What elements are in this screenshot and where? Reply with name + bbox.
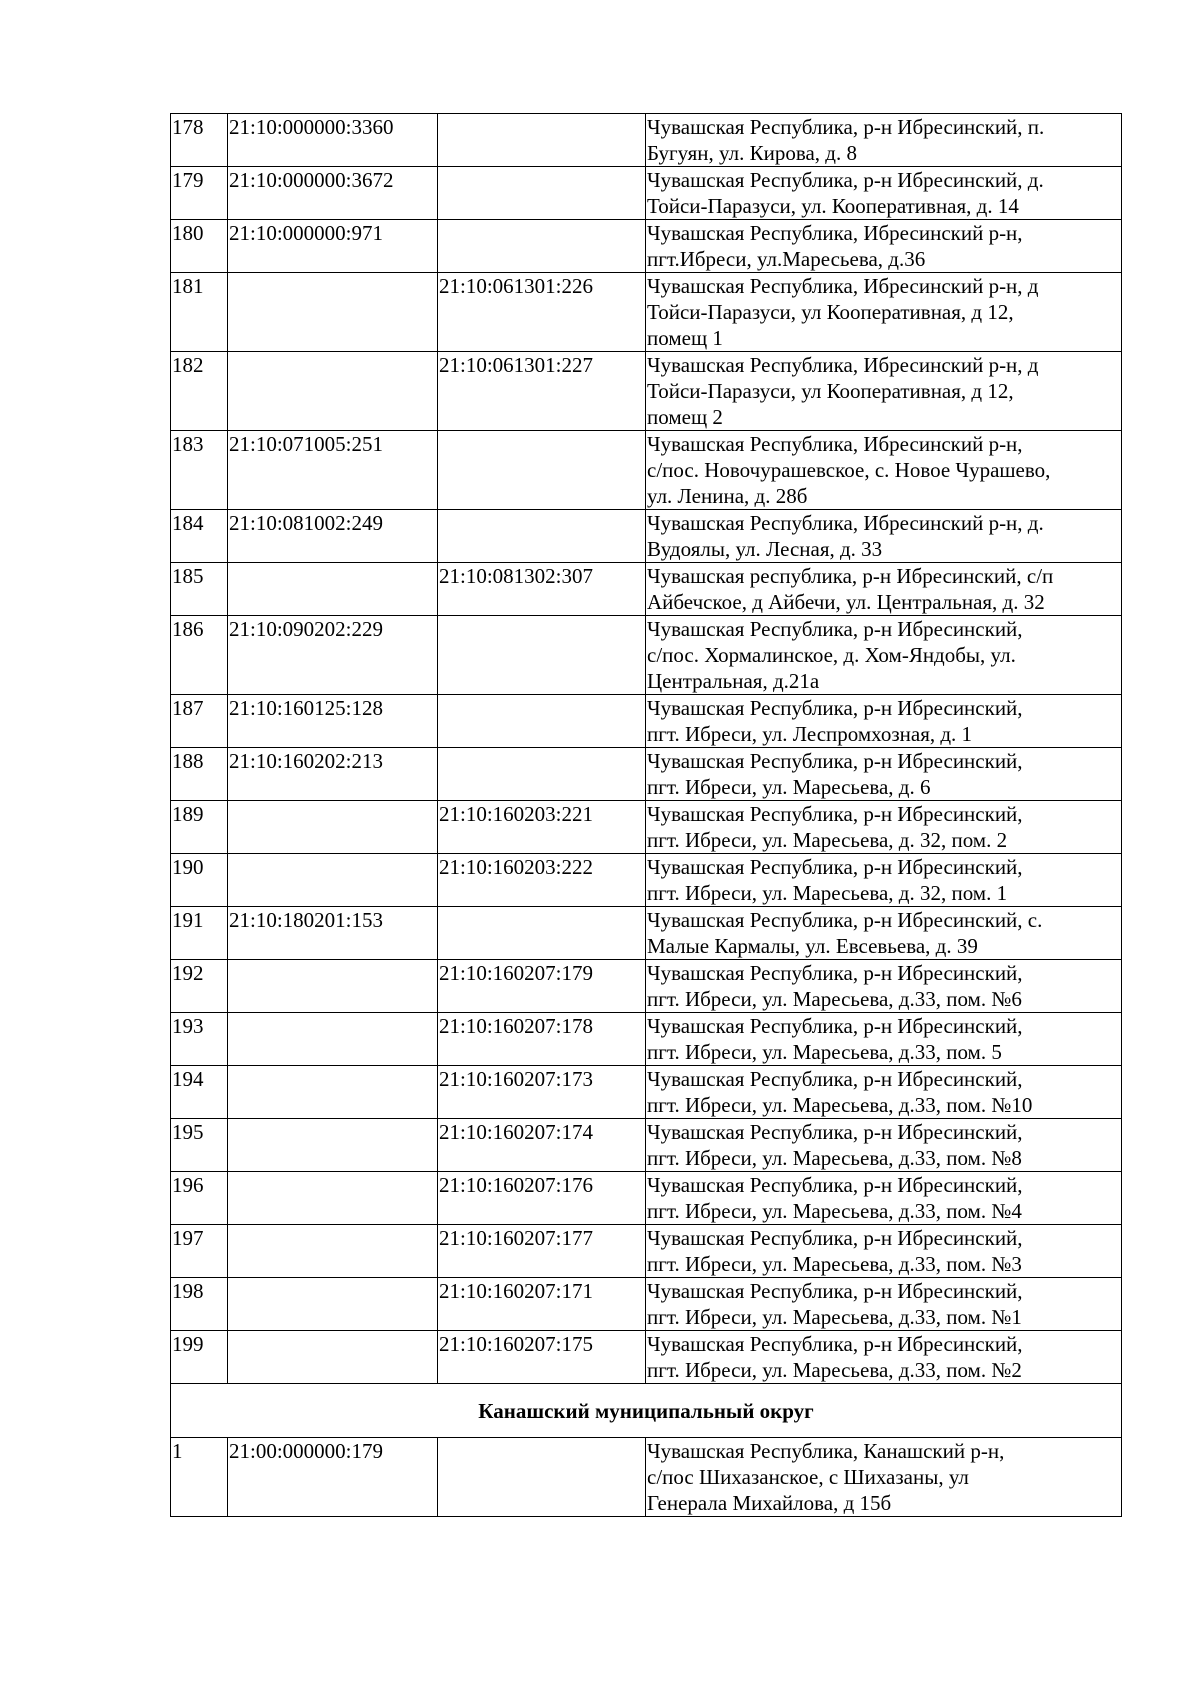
address-cell: Чувашская Республика, Ибресинский р-н, с/пос. Новочурашевское, с. Новое Чурашево, ул. Ленина, д. 28б (646, 431, 1122, 510)
address-cell: Чувашская Республика, Ибресинский р-н, д Тойси-Паразуси, ул Кооперативная, д 12, помещ 1 (646, 273, 1122, 352)
cadastral-number-cell (228, 854, 438, 907)
section-title: Канашский муниципальный округ (171, 1384, 1122, 1438)
table-row (171, 1013, 1122, 1066)
address-cell: Чувашская Республика, р-н Ибресинский, п. Бугуян, ул. Кирова, д. 8 (646, 114, 1122, 167)
address-cell: Чувашская Республика, р-н Ибресинский, пгт. Ибреси, ул. Маресьева, д.33, пом. №3 (646, 1225, 1122, 1278)
table-row (171, 854, 1122, 907)
cadastral-number-cell: 21:10:180201:153 (228, 907, 438, 960)
premises-cadastral-number-cell: 21:10:160207:175 (438, 1331, 646, 1384)
premises-cadastral-number-cell: 21:10:061301:226 (438, 273, 646, 352)
table-row (171, 510, 1122, 563)
cadastral-number-cell (228, 1013, 438, 1066)
table-row (171, 1119, 1122, 1172)
table-row (171, 616, 1122, 695)
address-cell: Чувашская Республика, р-н Ибресинский, пгт. Ибреси, ул. Маресьева, д.33, пом. №10 (646, 1066, 1122, 1119)
premises-cadastral-number-cell (438, 220, 646, 273)
address-cell: Чувашская Республика, р-н Ибресинский, д. Тойси-Паразуси, ул. Кооперативная, д. 14 (646, 167, 1122, 220)
cadastral-number-cell: 21:00:000000:179 (228, 1438, 438, 1517)
address-cell: Чувашская Республика, р-н Ибресинский, с/пос. Хормалинское, д. Хом-Яндобы, ул. Центральная, д.21а (646, 616, 1122, 695)
address-cell: Чувашская Республика, р-н Ибресинский, пгт. Ибреси, ул. Маресьева, д.33, пом. №8 (646, 1119, 1122, 1172)
table-row (171, 431, 1122, 510)
section-header-row (171, 1384, 1122, 1438)
address-cell: Чувашская Республика, р-н Ибресинский, с. Малые Кармалы, ул. Евсевьева, д. 39 (646, 907, 1122, 960)
row-number-cell: 198 (171, 1278, 228, 1331)
row-number-cell: 188 (171, 748, 228, 801)
table-row (171, 960, 1122, 1013)
cadastral-number-cell (228, 1119, 438, 1172)
address-cell: Чувашская Республика, Канашский р-н, с/пос Шихазанское, с Шихазаны, ул Генерала Михайлова, д 15б (646, 1438, 1122, 1517)
cadastral-number-cell (228, 1278, 438, 1331)
address-cell: Чувашская Республика, р-н Ибресинский, пгт. Ибреси, ул. Маресьева, д.33, пом. 5 (646, 1013, 1122, 1066)
row-number-cell: 179 (171, 167, 228, 220)
table-row (171, 907, 1122, 960)
premises-cadastral-number-cell: 21:10:160207:171 (438, 1278, 646, 1331)
address-cell: Чувашская Республика, р-н Ибресинский, пгт. Ибреси, ул. Маресьева, д. 32, пом. 1 (646, 854, 1122, 907)
cadastral-number-cell (228, 1331, 438, 1384)
row-number-cell: 192 (171, 960, 228, 1013)
table-row (171, 220, 1122, 273)
premises-cadastral-number-cell: 21:10:061301:227 (438, 352, 646, 431)
table-row (171, 1225, 1122, 1278)
cadastral-number-cell: 21:10:071005:251 (228, 431, 438, 510)
premises-cadastral-number-cell (438, 616, 646, 695)
row-number-cell: 182 (171, 352, 228, 431)
premises-cadastral-number-cell: 21:10:160207:179 (438, 960, 646, 1013)
cadastral-number-cell: 21:10:090202:229 (228, 616, 438, 695)
row-number-cell: 197 (171, 1225, 228, 1278)
table-row (171, 695, 1122, 748)
address-cell: Чувашская Республика, р-н Ибресинский, пгт. Ибреси, ул. Маресьева, д.33, пом. №6 (646, 960, 1122, 1013)
premises-cadastral-number-cell: 21:10:160207:174 (438, 1119, 646, 1172)
table-row (171, 352, 1122, 431)
premises-cadastral-number-cell: 21:10:160207:177 (438, 1225, 646, 1278)
cadastral-number-cell (228, 801, 438, 854)
cadastral-number-cell (228, 1225, 438, 1278)
premises-cadastral-number-cell (438, 431, 646, 510)
address-cell: Чувашская Республика, Ибресинский р-н, д Тойси-Паразуси, ул Кооперативная, д 12, помещ 2 (646, 352, 1122, 431)
property-table-body (171, 114, 1122, 1517)
cadastral-number-cell: 21:10:160202:213 (228, 748, 438, 801)
premises-cadastral-number-cell (438, 1438, 646, 1517)
cadastral-number-cell: 21:10:000000:971 (228, 220, 438, 273)
table-row (171, 563, 1122, 616)
row-number-cell: 180 (171, 220, 228, 273)
cadastral-number-cell (228, 352, 438, 431)
cadastral-number-cell (228, 273, 438, 352)
table-row (171, 1278, 1122, 1331)
table-row (171, 1066, 1122, 1119)
row-number-cell: 199 (171, 1331, 228, 1384)
cadastral-number-cell (228, 1066, 438, 1119)
table-row (171, 273, 1122, 352)
cadastral-number-cell: 21:10:081002:249 (228, 510, 438, 563)
address-cell: Чувашская Республика, Ибресинский р-н, пгт.Ибреси, ул.Маресьева, д.36 (646, 220, 1122, 273)
premises-cadastral-number-cell (438, 748, 646, 801)
row-number-cell: 187 (171, 695, 228, 748)
address-cell: Чувашская Республика, р-н Ибресинский, пгт. Ибреси, ул. Маресьева, д.33, пом. №2 (646, 1331, 1122, 1384)
row-number-cell: 193 (171, 1013, 228, 1066)
row-number-cell: 181 (171, 273, 228, 352)
premises-cadastral-number-cell: 21:10:160203:221 (438, 801, 646, 854)
row-number-cell: 191 (171, 907, 228, 960)
table-row (171, 1331, 1122, 1384)
cadastral-number-cell (228, 563, 438, 616)
address-cell: Чувашская Республика, р-н Ибресинский, пгт. Ибреси, ул. Маресьева, д. 6 (646, 748, 1122, 801)
cadastral-number-cell: 21:10:160125:128 (228, 695, 438, 748)
premises-cadastral-number-cell: 21:10:081302:307 (438, 563, 646, 616)
cadastral-number-cell: 21:10:000000:3672 (228, 167, 438, 220)
table-row (171, 748, 1122, 801)
premises-cadastral-number-cell: 21:10:160207:176 (438, 1172, 646, 1225)
cadastral-number-cell (228, 1172, 438, 1225)
row-number-cell: 1 (171, 1438, 228, 1517)
row-number-cell: 196 (171, 1172, 228, 1225)
table-row (171, 1172, 1122, 1225)
row-number-cell: 186 (171, 616, 228, 695)
address-cell: Чувашская Республика, р-н Ибресинский, пгт. Ибреси, ул. Маресьева, д.33, пом. №4 (646, 1172, 1122, 1225)
premises-cadastral-number-cell (438, 695, 646, 748)
row-number-cell: 195 (171, 1119, 228, 1172)
address-cell: Чувашская Республика, Ибресинский р-н, д. Вудоялы, ул. Лесная, д. 33 (646, 510, 1122, 563)
row-number-cell: 190 (171, 854, 228, 907)
property-table (170, 113, 1122, 1517)
table-row (171, 801, 1122, 854)
row-number-cell: 189 (171, 801, 228, 854)
premises-cadastral-number-cell: 21:10:160207:173 (438, 1066, 646, 1119)
row-number-cell: 183 (171, 431, 228, 510)
premises-cadastral-number-cell: 21:10:160207:178 (438, 1013, 646, 1066)
address-cell: Чувашская Республика, р-н Ибресинский, пгт. Ибреси, ул. Леспромхозная, д. 1 (646, 695, 1122, 748)
row-number-cell: 178 (171, 114, 228, 167)
premises-cadastral-number-cell (438, 510, 646, 563)
cadastral-number-cell (228, 960, 438, 1013)
premises-cadastral-number-cell (438, 167, 646, 220)
row-number-cell: 194 (171, 1066, 228, 1119)
table-row (171, 1438, 1122, 1517)
row-number-cell: 184 (171, 510, 228, 563)
premises-cadastral-number-cell (438, 114, 646, 167)
row-number-cell: 185 (171, 563, 228, 616)
cadastral-number-cell: 21:10:000000:3360 (228, 114, 438, 167)
address-cell: Чувашская республика, р-н Ибресинский, с/п Айбечское, д Айбечи, ул. Центральная, д. 32 (646, 563, 1122, 616)
address-cell: Чувашская Республика, р-н Ибресинский, пгт. Ибреси, ул. Маресьева, д.33, пом. №1 (646, 1278, 1122, 1331)
table-row (171, 167, 1122, 220)
table-row (171, 114, 1122, 167)
premises-cadastral-number-cell (438, 907, 646, 960)
premises-cadastral-number-cell: 21:10:160203:222 (438, 854, 646, 907)
address-cell: Чувашская Республика, р-н Ибресинский, пгт. Ибреси, ул. Маресьева, д. 32, пом. 2 (646, 801, 1122, 854)
